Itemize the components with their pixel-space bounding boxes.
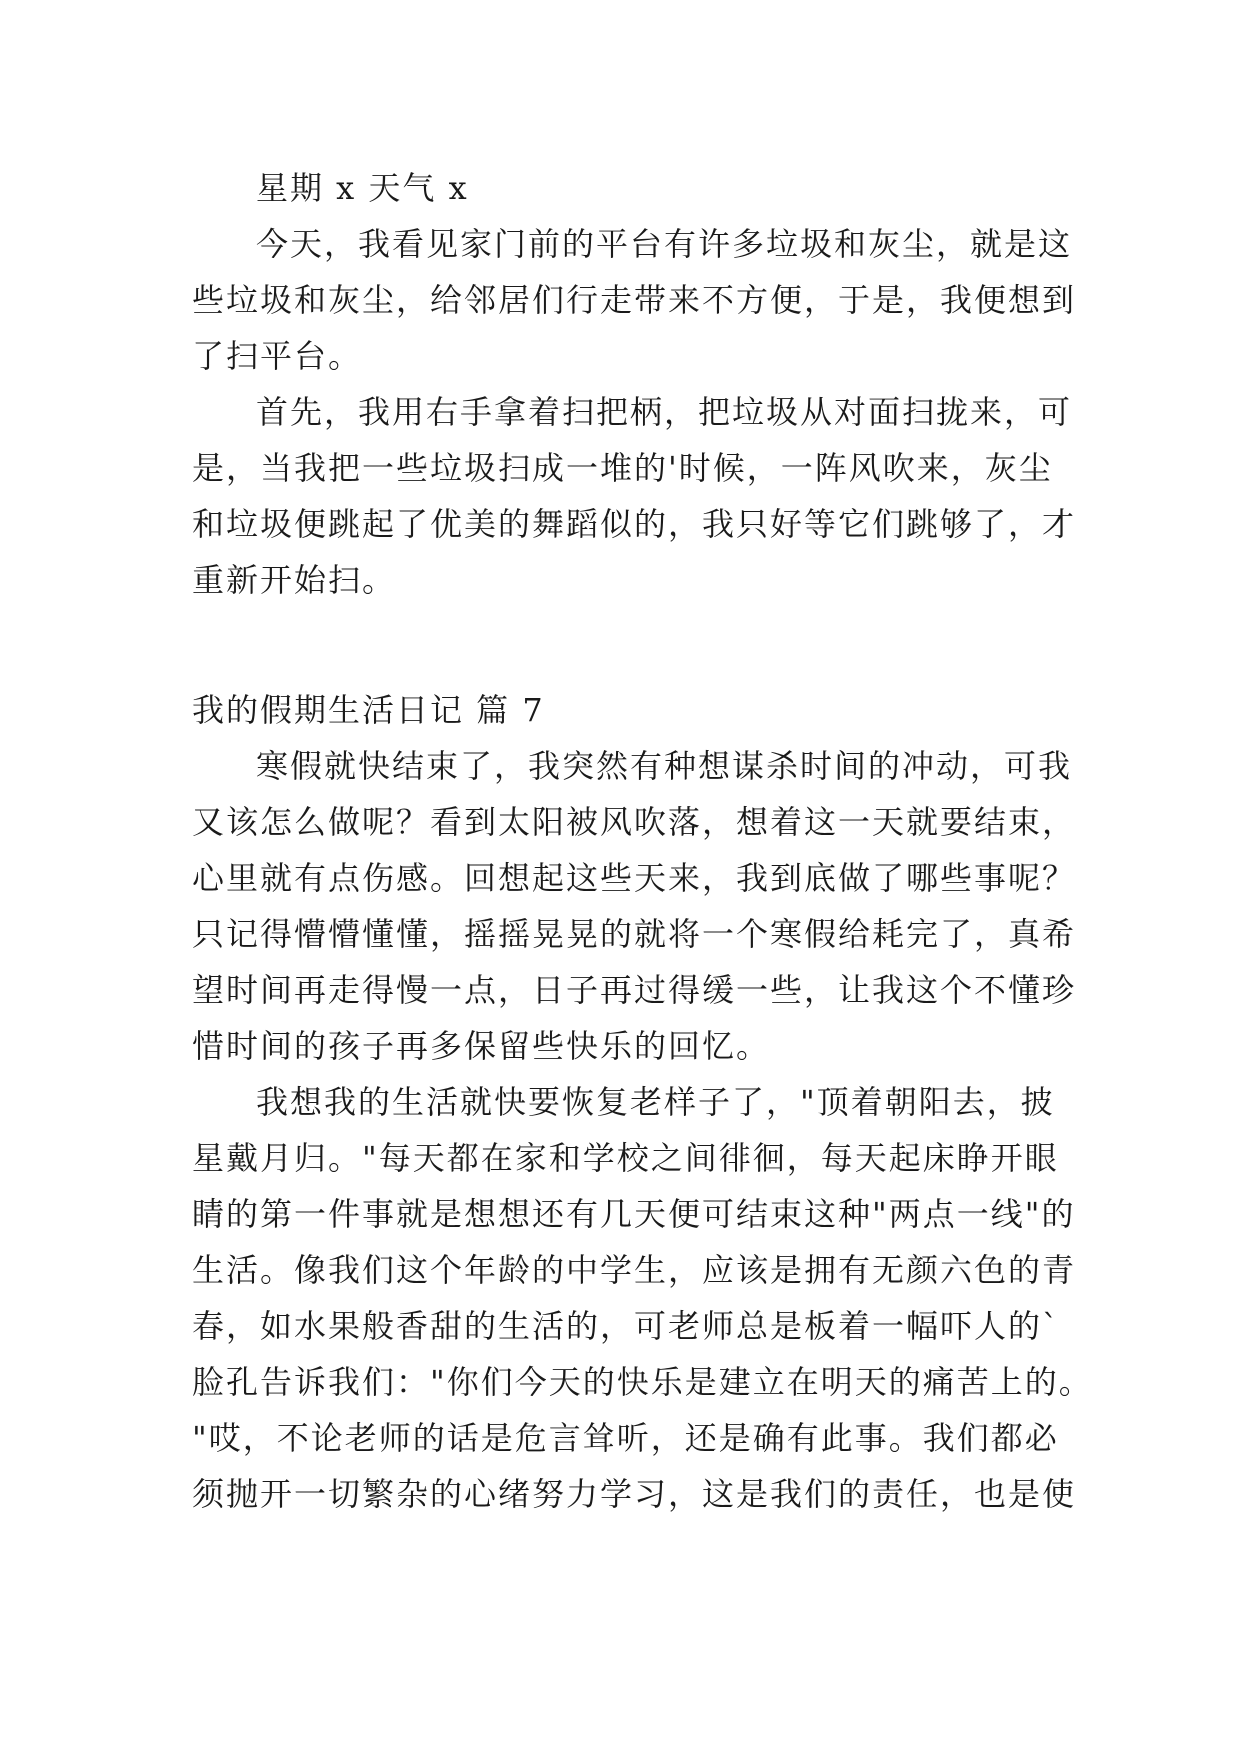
entry6-p1-line3: 了扫平台。 [192, 337, 363, 375]
entry6-p2-line4: 重新开始扫。 [192, 561, 397, 599]
entry7-p2-line8: 须抛开一切繁杂的心绪努力学习，这是我们的责任，也是使 [192, 1475, 1077, 1513]
entry7-p2-line4: 生活。像我们这个年龄的中学生，应该是拥有无颜六色的青 [192, 1251, 1077, 1289]
entry7-p2-line7: "哎，不论老师的话是危言耸听，还是确有此事。我们都必 [192, 1419, 1059, 1457]
entry7-p2-line3: 睛的第一件事就是想想还有几天便可结束这种"两点一线"的 [192, 1195, 1076, 1233]
entry7-p1-line1: 寒假就快结束了，我突然有种想谋杀时间的冲动，可我 [256, 747, 1073, 785]
entry7-heading: 我的假期生活日记 篇 7 [192, 691, 545, 729]
entry6-p1-line1: 今天，我看见家门前的平台有许多垃圾和灰尘，就是这 [256, 225, 1073, 263]
entry7-p2-line6: 脸孔告诉我们："你们今天的快乐是建立在明天的痛苦上的。 [192, 1363, 1093, 1401]
entry7-p1-line4: 只记得懵懵懂懂，摇摇晃晃的就将一个寒假给耗完了，真希 [192, 915, 1077, 953]
entry7-p2-line5: 春，如水果般香甜的生活的，可老师总是板着一幅吓人的` [192, 1307, 1061, 1345]
entry7-p2-line2: 星戴月归。"每天都在家和学校之间徘徊，每天起床睁开眼 [192, 1139, 1059, 1177]
date-weather-line: 星期 x 天气 x [256, 169, 469, 207]
entry6-p1-line2: 些垃圾和灰尘，给邻居们行走带来不方便，于是，我便想到 [192, 281, 1077, 319]
entry6-p2-line2: 是，当我把一些垃圾扫成一堆的'时候，一阵风吹来，灰尘 [192, 449, 1053, 487]
entry6-p2-line1: 首先，我用右手拿着扫把柄，把垃圾从对面扫拢来，可 [256, 393, 1073, 431]
entry6-p2-line3: 和垃圾便跳起了优美的舞蹈似的，我只好等它们跳够了，才 [192, 505, 1077, 543]
entry7-p1-line6: 惜时间的孩子再多保留些快乐的回忆。 [192, 1027, 771, 1065]
entry7-p1-line2: 又该怎么做呢？看到太阳被风吹落，想着这一天就要结束， [192, 803, 1077, 841]
entry7-p2-line1: 我想我的生活就快要恢复老样子了，"顶着朝阳去，披 [256, 1083, 1055, 1121]
entry7-p1-line3: 心里就有点伤感。回想起这些天来，我到底做了哪些事呢？ [192, 859, 1077, 897]
entry7-p1-line5: 望时间再走得慢一点，日子再过得缓一些，让我这个不懂珍 [192, 971, 1077, 1009]
